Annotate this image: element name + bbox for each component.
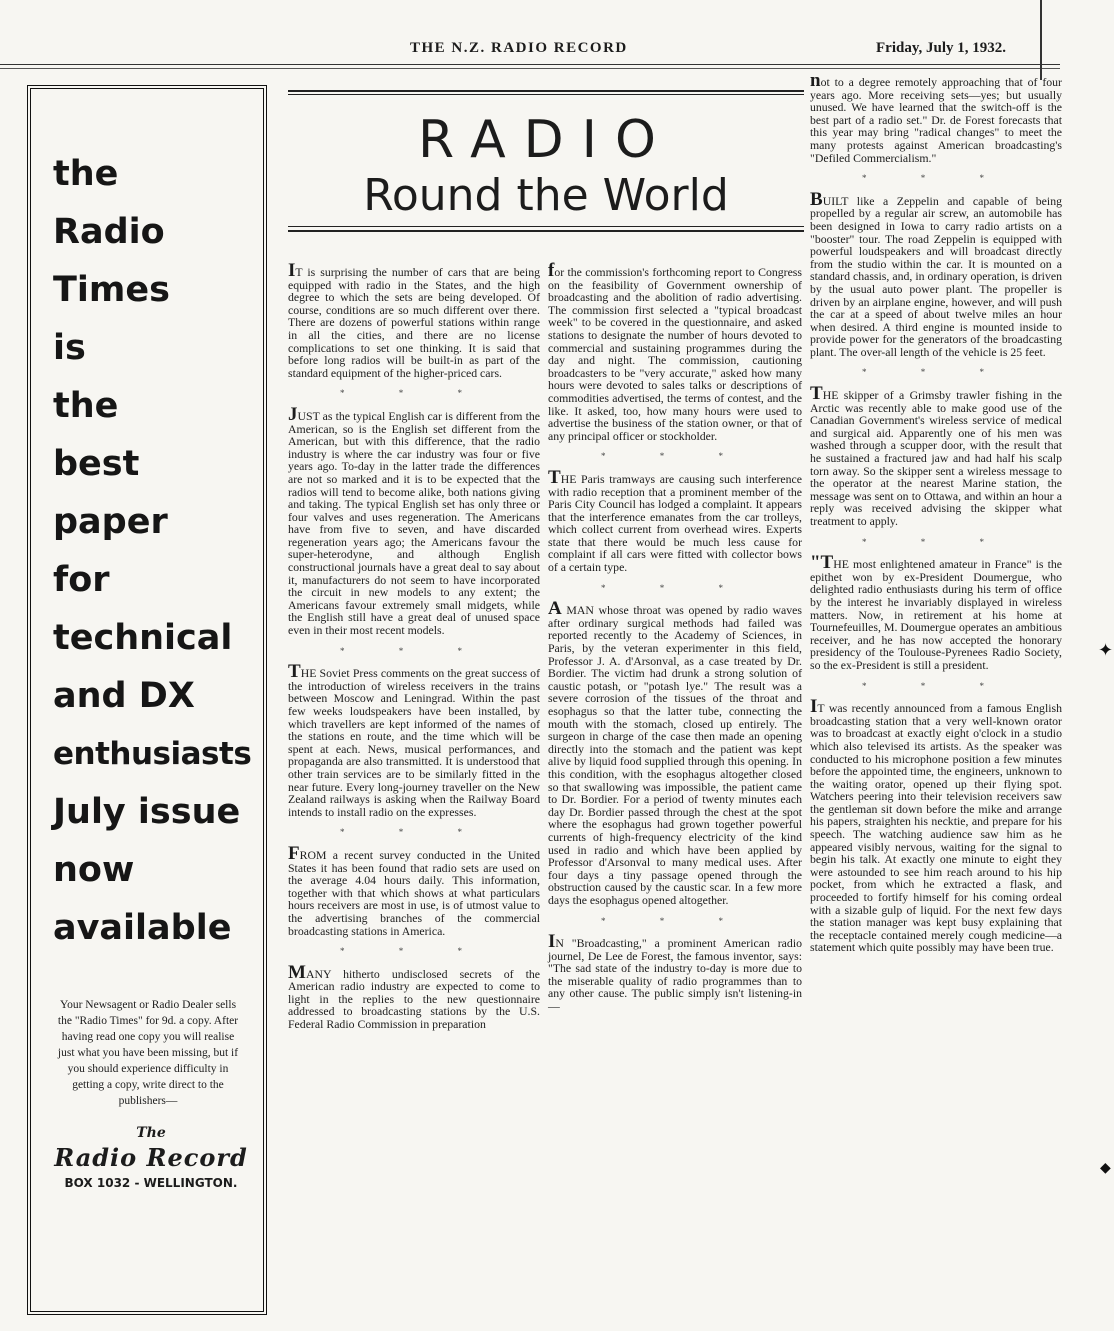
news-item-grimsby-trawler: THE skipper of a Grimsby trawler fishing in the Arctic was recently able to make good use of the Canadian Government's wireless service of medical and surgical aid. Apparently one of his men was washed through a scupper door, with the result that he sustained a fractured jaw and had half his scalp torn away. So the skipper sent a wireless message to the operator at the nearest Marine station, the message was sent on to Ottawa, and within an hour a reply was received advising the skipper what treatment to apply. (810, 383, 1062, 528)
advert-headline (53, 145, 252, 957)
section-divider: * * * (601, 451, 749, 462)
title-rule-top-thin (288, 94, 804, 95)
section-divider: * * * (601, 915, 749, 926)
title-main: RADIO (418, 110, 674, 170)
news-item-english-sets: JUST as the typical English car is different from the American, so is the English set different from the American, but with this difference, that the radio industry is where the car industry was four or five years ago. To-day in the latter trade the differences are not so marked and it is to be expected that the radios will tend to become alike, both nations giving and taking. The typical English set has only three or four valves and uses regeneration. The Americans have from five to seven, and have discarded regeneration years ago; the Americans favour the super-heterodyne, and although English constructional journals have a great deal to say about it, manufacturers do not seem to have incorporated the circuit in new models to any extent; the Americans favour extremely small midgets, while the English still have a great deal of unused space even in their most recent models. (288, 403, 540, 638)
news-item-secrets: MANY hitherto undisclosed secrets of the American radio industry are expected to come to light in the replies to the new questionnaire addressed to broadcasting stations by the U.S. Federal Radio Commission in preparation (288, 961, 540, 1032)
column-2 (548, 260, 802, 1021)
section-divider: * * * (340, 827, 488, 838)
advert-line: the (53, 386, 119, 426)
title-sub: Round the World (363, 170, 729, 221)
page-edge-mark (1040, 0, 1042, 80)
title-rule-bottom-thin (288, 226, 804, 227)
advert-line: and DX (53, 676, 195, 716)
logo-the: The (136, 1125, 166, 1141)
masthead: THE N.Z. RADIO RECORD (410, 40, 628, 56)
section-divider: * * * (340, 388, 488, 399)
ink-blot-mark: ✦ (1098, 640, 1114, 660)
advert-line: the (53, 154, 119, 194)
column-1 (288, 260, 540, 1039)
news-item-throat: A MAN whose throat was opened by radio waves after ordinary surgical methods had failed was reported recently to the Academy of Sciences, in Paris, by the veteran experimenter in this field, Professor J. A. d'Arsonval, as a case treated by Dr. Bordier. The victim had drunk a strong solution of caustic potash, or "potash lye." The result was a severe corrosion of the tissues of the throat and esophagus so that the latter tube, connecting the mouth with the stomach, closed up entirely. The surgeon in charge of the case then made an opening directly into the stomach and the patient was kept alive by liquid food supplied through this opening. In this condition, with the esophagus altogether closed so that swallowing was impossible, the patient came to Dr. Bordier. For a period of twenty minutes each day Dr. Bordier passed through the chest at the spot where the esophagus had grown together powerful currents of high-frequency electricity of the kind used in radio and which have been applied by Professor d'Arsonval to many medical uses. After four days a tiny passage opened through the obstruction caused by the caustic scar. In a few more days the esophagus opened altogether. (548, 598, 802, 907)
news-item-soviet-trains: THE Soviet Press comments on the great success of the introduction of wireless receivers in the trains between Moscow and Leningrad. Within the past few weeks loudspeakers have been installed, by which travellers are kept informed of the names of the stations en route, and the time which will be spent at each. News, musical performances, and propaganda are also transmitted. It is understood that other train services are to be similarly fitted in the near future. Every long-journey traveller on the New Zealand railways is asking when the Railway Board intends to install radio on the expresses. (288, 661, 540, 819)
news-item-de-forest-cont: not to a degree remotely approaching that of four years ago. More receiving sets—yes; but usually unused. We have learned that the switch-off is the best part of a radio set." Dr. de Forest forecasts that this year may bring "radical changes" to meet the many protests against American broadcasting's "Defiled Commercialism." (810, 70, 1062, 165)
article-title (288, 110, 804, 222)
column-3 (810, 70, 1062, 962)
advert-line: available (53, 908, 232, 948)
ink-blot-mark: ◆ (1100, 1161, 1111, 1176)
advert-line: enthusiasts (53, 736, 252, 772)
advert-line: now (53, 850, 135, 890)
advert-line: is (53, 328, 86, 368)
news-item-doumergue: "THE most enlightened amateur in France" is the epithet won by ex-President Doumergue, who delighted radio enthusiasts during his term of office by the interest he invariably displayed in wireless matters. Now, in retirement at his home at Tournefeuilles, M. Doumergue operates an ambitious receiver, and he has now accepted the honorary presidency of the Toulouse-Pyrenees Radio Society, so the ex-President is still a president. (810, 552, 1062, 672)
news-item-commission: for the commission's forthcoming report to Congress on the feasibility of Government ownership of broadcasting and the abolition of radio advertising. The commission first selected a "typical broadcast week" to be covered in the questionnaire, and asked stations to designate the number of hours devoted to commercial and sustaining programmes during the day and night. The commission, cautioning broadcasters to be "very accurate," asked how many hours were devoted to sales talks or descriptions of commodities advertised, the terms of contest, and the like. It asked, too, how many hours were used to advertise the business of the station owner, or that of any principal officer or stockholder. (548, 260, 802, 443)
title-rule-top (288, 90, 804, 92)
header-rule (0, 64, 1060, 65)
logo-name: Radio Record (54, 1143, 248, 1172)
news-item-survey: FROM a recent survey conducted in the United States it has been found that radio sets are used on the average 4.04 hours daily. This information, together with that which shows at what particulars hours receivers are most in use, is of utmost value to the advertising branches of the commercial broadcasting stations in America. (288, 842, 540, 938)
section-divider: * * * (340, 645, 488, 656)
radio-times-advert (27, 85, 267, 1315)
news-item-de-forest: IN "Broadcasting," a prominent American radio journel, De Lee de Forest, the famous inventor, says: "The sad state of the industry to-day is more due to the miserable quality of radio programmes than to any other cause. The public simply isn't listening-in— (548, 931, 802, 1014)
advert-line: for (53, 560, 110, 600)
advert-body: Your Newsagent or Radio Dealer sells the "Radio Times" for 9d. a copy. After having read one copy you will realise just what you have been missing, but if you should experience difficulty in getting a copy, write direct to the publishers— (57, 999, 239, 1107)
news-item-paris-tramways: THE Paris tramways are causing such interference with radio reception that a prominent member of the Paris City Council has lodged a complaint. It appears that the interference emanates from the car trolleys, which collect current from overhead wires. Experts state that there would be much less cause for complaint if all cars were fitted with collector bows of a certain type. (548, 466, 802, 575)
section-divider: * * * (862, 173, 1010, 184)
advert-address: BOX 1032 - WELLINGTON. (64, 1176, 238, 1190)
advert-line: technical (53, 618, 233, 658)
title-rule-bottom (288, 230, 804, 232)
section-divider: * * * (862, 536, 1010, 547)
section-divider: * * * (601, 582, 749, 593)
radio-record-logo (53, 1125, 249, 1172)
news-item-orator: IT was recently announced from a famous English broadcasting station that a very well-known orator was to broadcast at exactly eight o'clock in a studio which also televised its artists. As the speaker was conducted to his microphone position a few minutes before the appointed time, the engineers, unknown to the waiting orator, opened up their flying spot. Watchers peering into their television receivers saw the gentleman sit down before the mike and arrange his papers, straighten his necktie, and prepare for his speech. The watching audience saw him as he appeared visibly nervous, waiting for the signal to begin his talk. At exactly one minute to eight they were astounded to see him reach around to his hip pocket, from which he extracted a flask, and proceeded to fortify himself for his coming ordeal with a sizable gulp of liquid. For the next few days the station manager was kept busy explaining that the receptacle contained merely cough medicine—a statement which quite possibly may have been true. (810, 696, 1062, 955)
section-divider: * * * (340, 946, 488, 957)
advert-line: July issue (53, 792, 241, 832)
issue-date: Friday, July 1, 1932. (876, 40, 1007, 56)
header-rule-secondary (0, 68, 1060, 69)
advert-line: Times (53, 270, 170, 310)
advert-line: Radio (53, 212, 165, 252)
news-item-cars: IT is surprising the number of cars that are being equipped with radio in the States, and the high degree to which the sets are being developed. Of course, conditions are so much different over there. There are dozens of powerful stations within range in all the cities, and there are no license complications to set one thinking. It is said that before long radios will be built-in as part of the standard equipment of the higher-priced cars. (288, 260, 540, 380)
section-divider: * * * (862, 680, 1010, 691)
advert-line: paper (53, 502, 168, 542)
news-item-zeppelin-car: BUILT like a Zeppelin and capable of being propelled by a regular air screw, an automobile has been designed in Iowa to carry radio artists on a "booster" tour. The road Zeppelin is equipped with powerful loudspeakers and will broadcast directly from the studio within the car. It is mounted on a standard chassis, and, in ordinary operation, is driven by the usual auto power plant. The propeller is driven by an airplane engine, however, and will push the car at a speed of about twelve miles an hour when desired. A third engine is mounted inside to provide power for the generators of the broadcasting plant. The over-all length of the vehicle is 25 feet. (810, 188, 1062, 359)
page-header (0, 34, 1114, 64)
advert-line: best (53, 444, 140, 484)
section-divider: * * * (862, 367, 1010, 378)
